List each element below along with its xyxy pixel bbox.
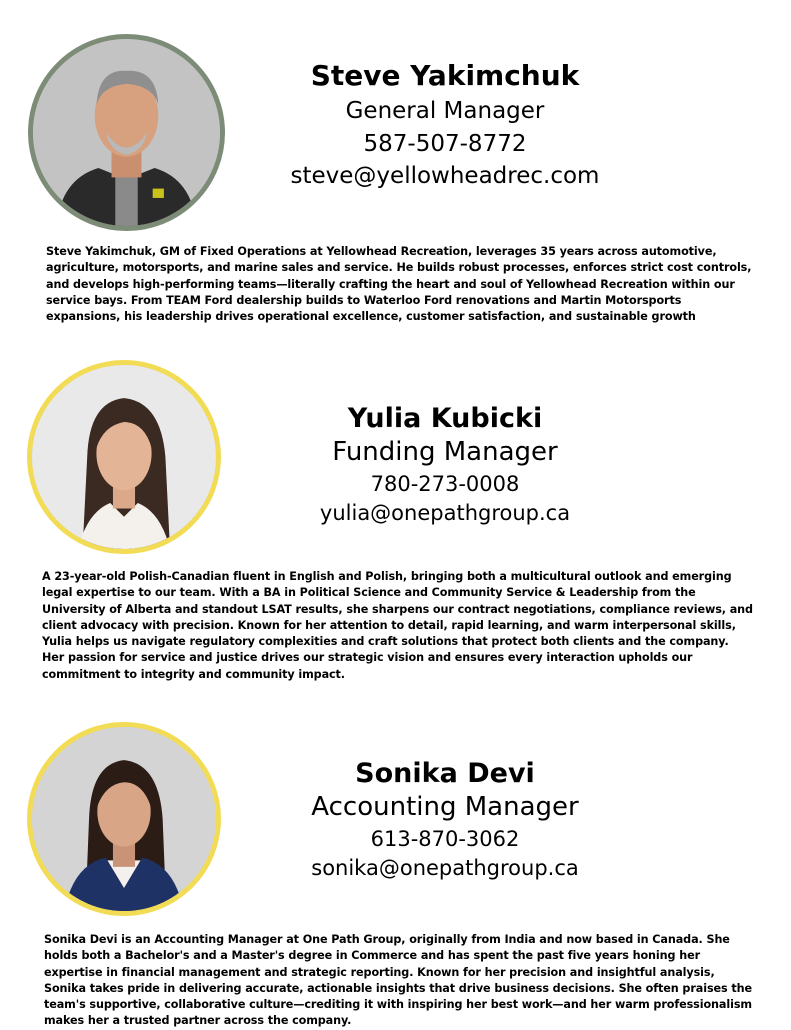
profile-bio: A 23-year-old Polish-Canadian fluent in English and Polish, bringing both a multicultural outlook and emerging legal expertise to our team. With a BA in Political Science and Community Service & Leadership from the University of Alberta and standout LSAT results, she sharpens our contract negotiations, compliance reviews, and client advocacy with precision. Known for her attention to detail, rapid learning, and warm interpersonal skills, Yulia helps us navigate regulatory complexities and craft solutions that protect both clients and the company. Her passion for service and justice drives our strategic vision and ensures every interaction upholds our commitment to integrity and community impact. <box>42 570 753 681</box>
person-portrait-icon <box>32 365 216 549</box>
profile-email: steve@yellowheadrec.com <box>290 163 600 190</box>
profile-photo <box>27 722 221 916</box>
person-portrait-icon <box>33 39 220 226</box>
profile-phone: 587-507-8772 <box>363 130 527 157</box>
person-portrait-icon <box>32 727 216 911</box>
profile-email: yulia@onepathgroup.ca <box>319 501 571 526</box>
profile-name: Yulia Kubicki <box>347 403 543 434</box>
profile-photo <box>28 34 225 231</box>
profile-phone: 780-273-0008 <box>370 472 520 497</box>
profile-name: Steve Yakimchuk <box>310 59 580 92</box>
profile-info <box>230 758 660 882</box>
profile-title: Accounting Manager <box>311 792 579 823</box>
profile-bio: Steve Yakimchuk, GM of Fixed Operations at Yellowhead Recreation, leverages 35 years across automotive, agriculture, motorsports, and marine sales and service. He builds robust processes, enforces strict cost controls, and develops high-performing teams—literally crafting the heart and soul of Yellowhead Recreation within our service bays. From TEAM Ford dealership builds to Waterloo Ford renovations and Martin Motorsports expansions, his leadership drives operational excellence, customer satisfaction, and sustainable growth <box>46 245 752 324</box>
profile-email: sonika@onepathgroup.ca <box>311 856 579 881</box>
profile-card-yulia <box>0 340 791 700</box>
profile-phone: 613-870-3062 <box>370 827 520 852</box>
profile-card-steve <box>0 0 791 340</box>
profile-photo <box>27 360 221 554</box>
profile-info <box>230 60 660 191</box>
profile-title: General Manager <box>345 98 545 125</box>
profile-title: Funding Manager <box>332 437 558 468</box>
profile-info <box>230 403 660 527</box>
profile-card-sonika <box>0 700 791 1028</box>
profile-name: Sonika Devi <box>355 758 535 789</box>
profile-bio: Sonika Devi is an Accounting Manager at One Path Group, originally from India and now based in Canada. She holds both a Bachelor's and a Master's degree in Commerce and has spent the past five years honing her expertise in financial management and strategic reporting. Known for her precision and insightful analysis, Sonika takes pride in delivering accurate, actionable insights that drive business decisions. She often praises the team's supportive, collaborative culture—crediting it with inspiring her best work—and her warm professionalism makes her a trusted partner across the company. <box>44 933 752 1028</box>
